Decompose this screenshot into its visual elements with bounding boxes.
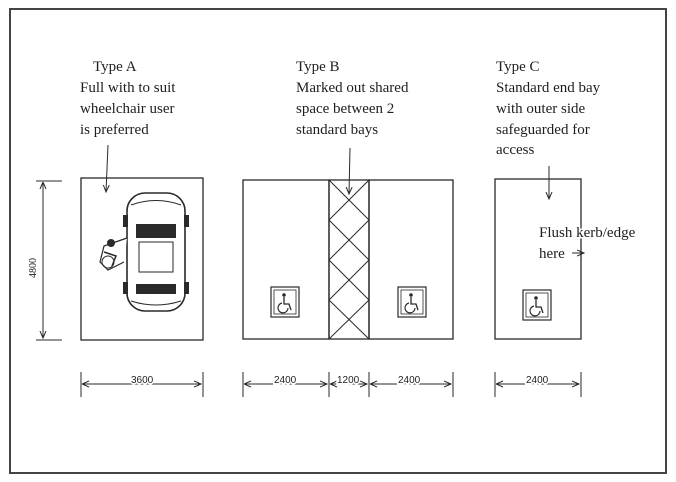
type-b-pointer-arrow — [349, 148, 350, 194]
type-a-width-dimension — [81, 372, 203, 397]
type-c-line-4: access — [496, 142, 535, 158]
type-a-title: Type A — [93, 59, 137, 75]
height-dimension-label: 4800 — [28, 258, 39, 278]
type-b-shared-width-label: 1200 — [337, 375, 360, 386]
type-a-line-1: Full with to suit — [80, 80, 176, 96]
wheelchair-symbol-icon — [523, 290, 551, 320]
wheelchair-symbol-icon — [398, 287, 426, 317]
car-with-wheelchair-user-icon — [100, 193, 189, 311]
type-b-width-dimension — [243, 372, 453, 397]
type-a-pointer-arrow — [106, 145, 108, 192]
type-b-line-1: Marked out shared — [296, 80, 409, 96]
type-a-line-3: is preferred — [80, 122, 149, 138]
type-b-right-width-label: 2400 — [398, 375, 421, 386]
shared-space-hatching — [329, 180, 369, 339]
height-dimension — [28, 181, 62, 340]
type-c-width-label: 2400 — [526, 375, 549, 386]
type-b-shared-space — [329, 180, 369, 339]
type-b-left-width-label: 2400 — [274, 375, 297, 386]
flush-kerb-note — [539, 225, 636, 262]
type-c-width-dimension — [495, 372, 581, 397]
type-a-line-2: wheelchair user — [80, 101, 175, 117]
type-b-line-3: standard bays — [296, 122, 379, 138]
type-c-label — [496, 59, 601, 158]
type-b-label — [296, 59, 409, 138]
flush-kerb-line-1: Flush kerb/edge — [539, 225, 636, 241]
type-c-line-3: safeguarded for — [496, 122, 590, 138]
wheelchair-symbol-icon — [271, 287, 299, 317]
type-c-title: Type C — [496, 59, 540, 75]
type-b-title: Type B — [296, 59, 340, 75]
type-c-line-1: Standard end bay — [496, 80, 601, 96]
type-a-width-label: 3600 — [131, 375, 154, 386]
type-b-line-2: space between 2 — [296, 101, 395, 117]
flush-kerb-line-2: here — [539, 246, 565, 262]
type-a-label — [80, 59, 176, 138]
type-c-line-2: with outer side — [496, 101, 586, 117]
